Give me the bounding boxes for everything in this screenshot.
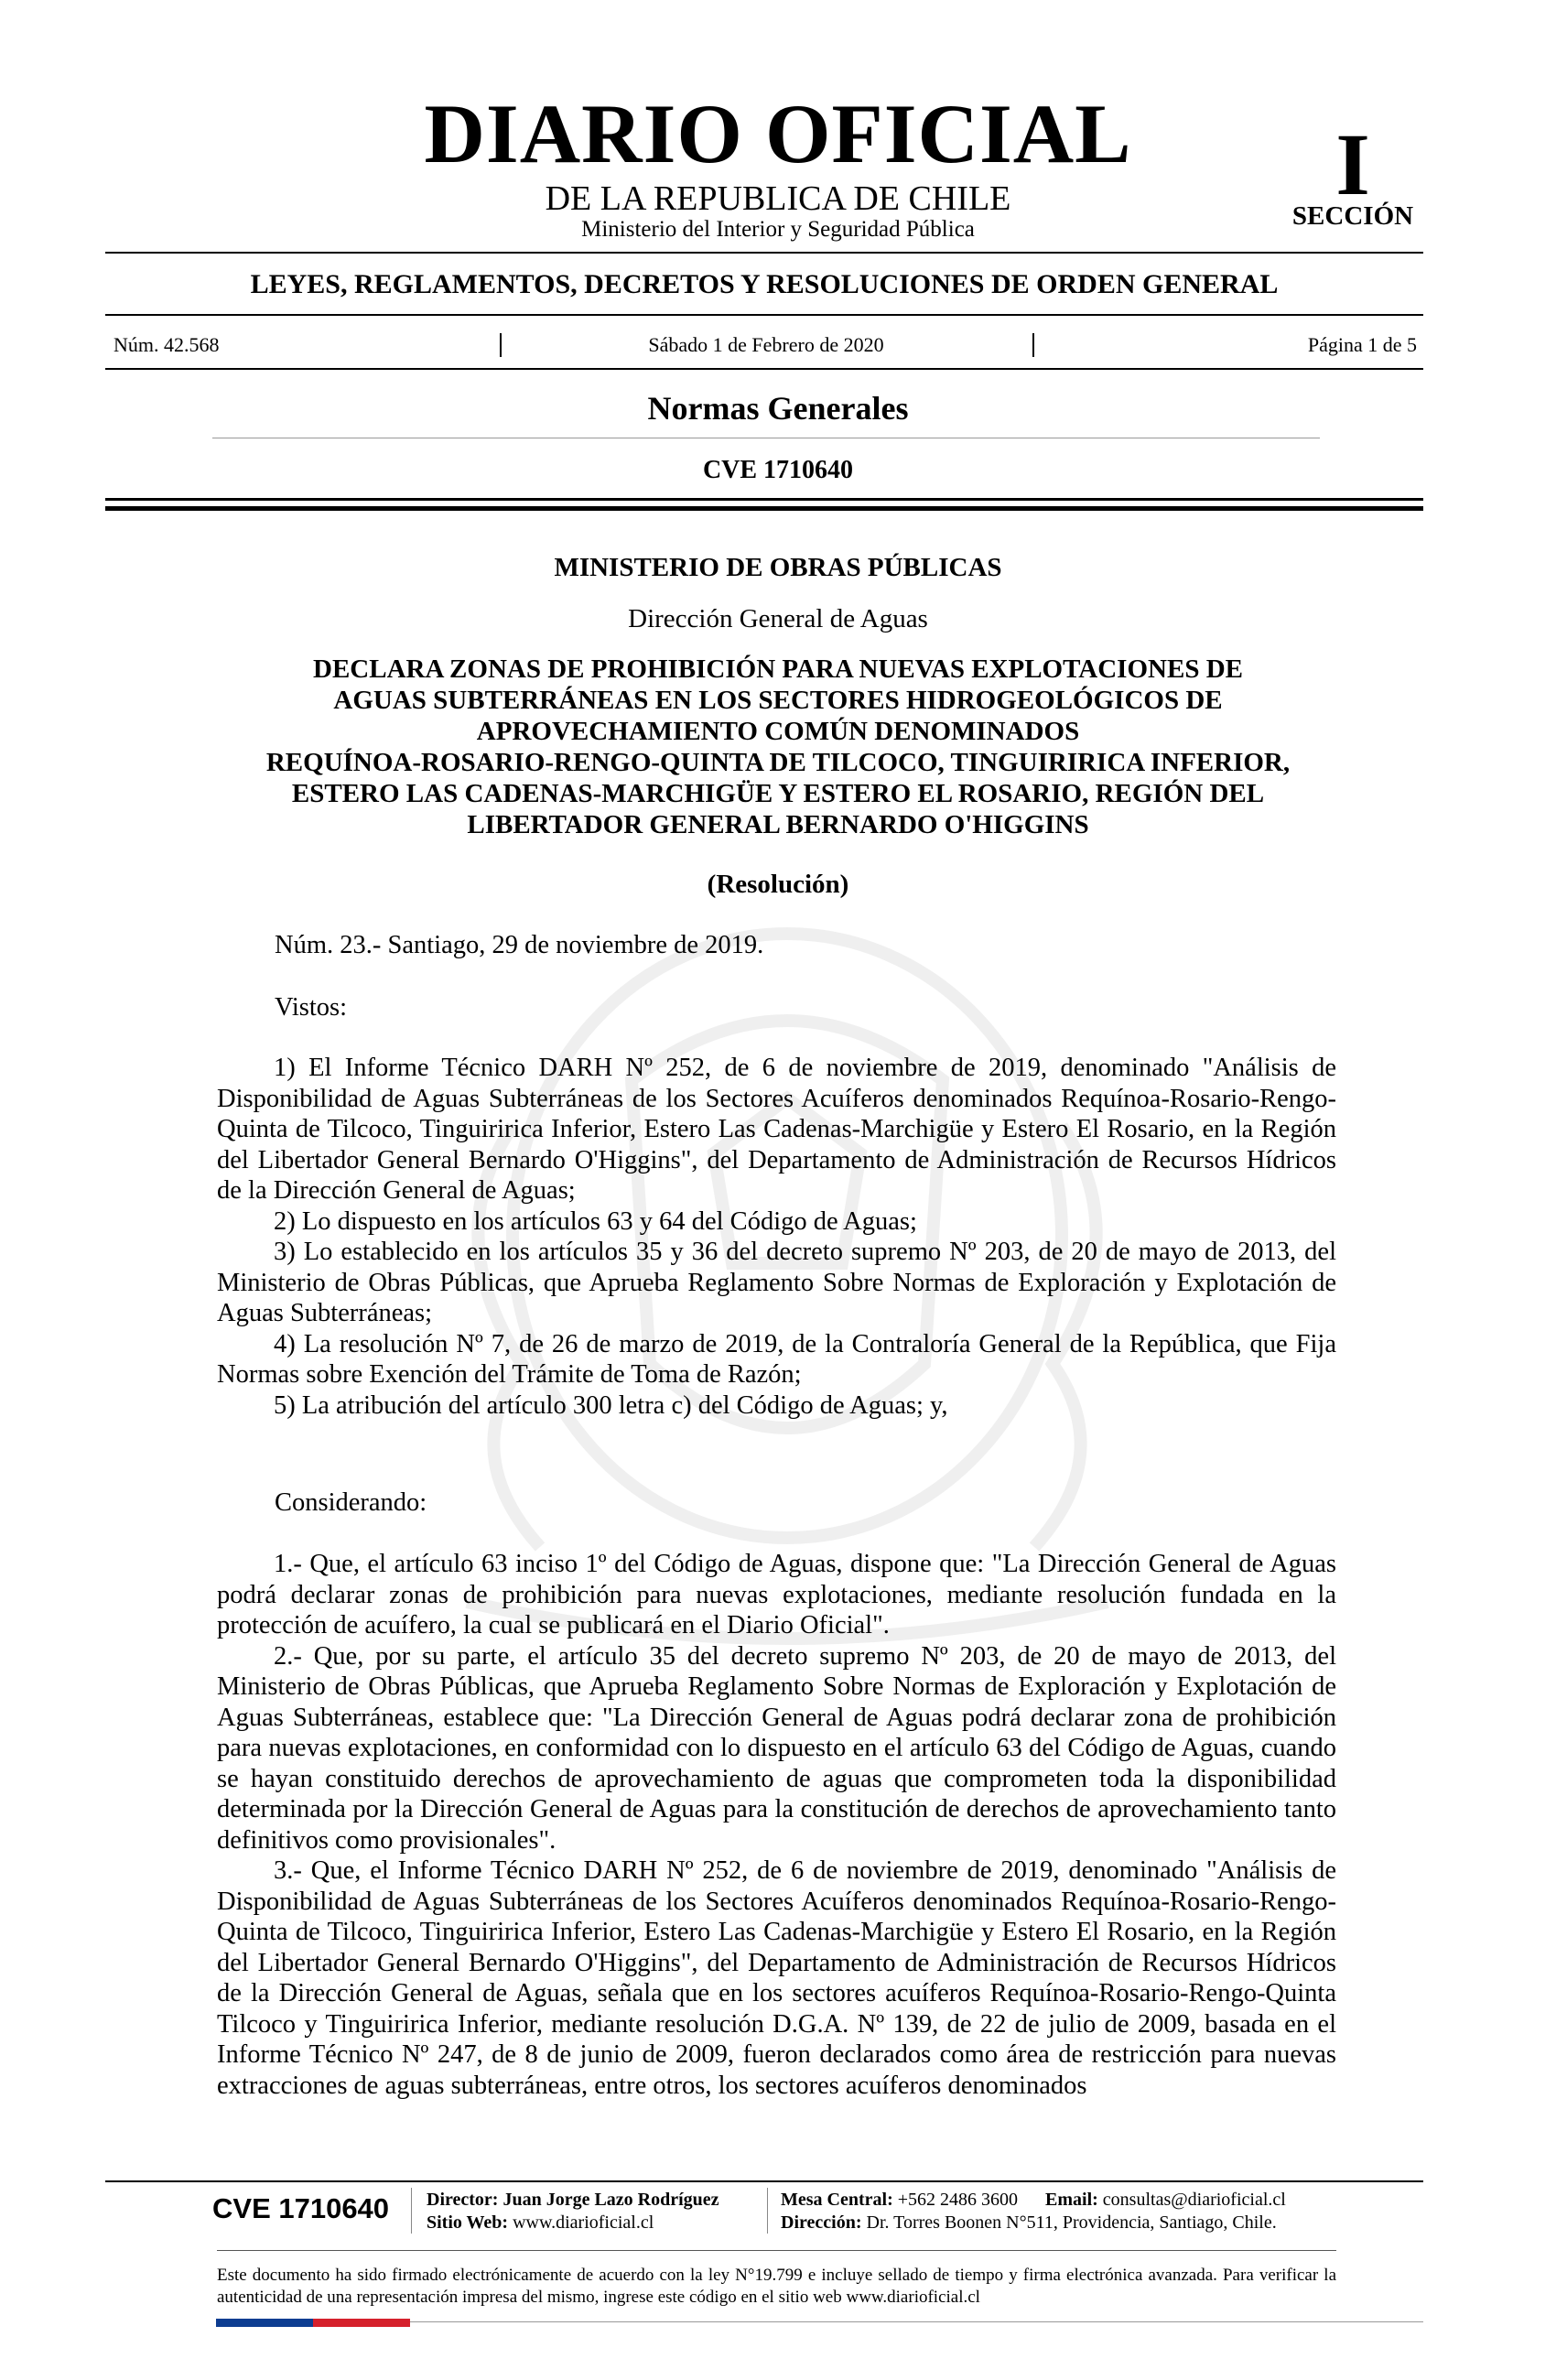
cve-divider-thin <box>105 498 1423 501</box>
email-link[interactable]: consultas@diarioficial.cl <box>1102 2190 1286 2210</box>
footer-director <box>427 2189 719 2212</box>
page-indicator: Página 1 de 5 <box>1307 333 1417 356</box>
newspaper-title: DIARIO OFICIAL <box>424 87 1132 180</box>
cve-code: CVE 1710640 <box>702 456 854 484</box>
footer-cve-code: CVE 1710640 <box>212 2192 390 2224</box>
email-label: Email: <box>1045 2190 1098 2210</box>
decree-title-line: LIBERTADOR GENERAL BERNARDO O'HIGGINS <box>467 810 1089 839</box>
footer-contact-block <box>781 2189 1286 2234</box>
newspaper-subtitle: DE LA REPUBLICA DE CHILE <box>545 179 1011 218</box>
footer-web <box>427 2212 719 2234</box>
flag-stripe-blue <box>216 2319 313 2327</box>
resolution-label: (Resolución) <box>707 870 849 899</box>
issue-number: Núm. 42.568 <box>113 333 220 356</box>
considerando-list <box>217 1549 1336 2101</box>
resolution-number-date: Núm. 23.- Santiago, 29 de noviembre de 2019. <box>275 931 764 959</box>
considerando-label: Considerando: <box>275 1488 427 1517</box>
address-label: Dirección: <box>781 2212 862 2233</box>
ministry-name: MINISTERIO DE OBRAS PÚBLICAS <box>554 553 1002 582</box>
vistos-label: Vistos: <box>275 993 348 1022</box>
vistos-item: 5) La atribución del artículo 300 letra c) del Código de Aguas; y, <box>274 1390 948 1420</box>
footer-separator <box>767 2188 768 2234</box>
footer-address <box>781 2212 1286 2234</box>
footer-divider-bottom <box>410 2321 1423 2322</box>
footer-divider-middle <box>217 2250 1336 2251</box>
considerando-item: 3.- Que, el Informe Técnico DARH Nº 252, de 6 de noviembre de 2019, denominado "Análisis de Disponibilidad de Aguas Subterráneas de los Sectores Acuíferos denominados Requínoa-Rosario-Rengo-Quinta de Tilcoco, Tinguiririca Inferior, Estero Las Cadenas-Marchigüe y Estero El Rosario, en la Región del Libertador General Bernardo O'Higgins", del Departamento de Administración de Recursos Hídricos de la Dirección General de Aguas, señala que en los sectores acuíferos Requínoa-Rosario-Rengo-Quinta Tilcoco y Tinguiririca Inferior, mediante resolución D.G.A. Nº 139, de 22 de julio de 2009, basada en el Informe Técnico Nº 247, de 8 de junio de 2009, fueron declarados como área de restricción para nuevas extracciones de aguas subterráneas, entre otros, los sectores acuíferos denominados <box>217 1856 1336 2100</box>
decree-title-line: ESTERO LAS CADENAS-MARCHIGÜE Y ESTERO EL ROSARIO, REGIÓN DEL <box>291 779 1265 808</box>
header-divider-middle <box>105 314 1423 316</box>
director-label: Director: <box>427 2190 499 2210</box>
web-label: Sitio Web: <box>427 2212 509 2233</box>
considerando-item: 1.- Que, el artículo 63 inciso 1º del Código de Aguas, dispone que: "La Dirección General de Aguas podrá declarar zonas de prohibición para nuevas explotaciones, mediante resolución fundada en la protección de acuífero, la cual se publicará en el Diario Oficial". <box>217 1550 1336 1639</box>
section-label: SECCIÓN <box>1291 201 1414 231</box>
signature-note: Este documento ha sido firmado electrónicamente de acuerdo con la ley N°19.799 e incluye sellado de tiempo y firma electrónica avanzada. Para verificar la autenticidad de una representación impresa del mismo, ingrese este código en el sitio web www.diarioficial.cl <box>217 2266 1336 2307</box>
phone-number: +562 2486 3600 <box>897 2190 1019 2210</box>
address-text: Dr. Torres Boonen N°511, Providencia, Santiago, Chile. <box>866 2212 1277 2233</box>
vistos-item: 2) Lo dispuesto en los artículos 63 y 64 del Código de Aguas; <box>274 1206 917 1236</box>
vistos-list <box>217 1053 1336 1421</box>
vistos-item: 3) Lo establecido en los artículos 35 y 36 del decreto supremo Nº 203, de 20 de mayo de 2013, del Ministerio de Obras Públicas, que Aprueba Reglamento Sobre Normas de Exploración y Explotación de Aguas Subterráneas; <box>217 1238 1336 1327</box>
footer-separator <box>411 2188 412 2234</box>
flag-stripe-red <box>313 2319 410 2327</box>
decree-title <box>211 654 1345 840</box>
footer-director-block <box>427 2189 719 2234</box>
decree-title-line: APROVECHAMIENTO COMÚN DENOMINADOS <box>476 717 1080 746</box>
footer-divider-top <box>105 2180 1423 2182</box>
header-divider-top <box>105 252 1423 254</box>
vistos-item: 4) La resolución Nº 7, de 26 de marzo de 2019, de la Contraloría General de la República, que Fija Normas sobre Exención del Trámite de Toma de Razón; <box>217 1329 1336 1389</box>
cve-divider-thick <box>105 506 1423 511</box>
considerando-item: 2.- Que, por su parte, el artículo 35 del decreto supremo Nº 203, de 20 de mayo de 2013, del Ministerio de Obras Públicas, que Aprueba Reglamento Sobre Normas de Exploración y Explotación de Aguas Subterráneas, establece que: "La Dirección General de Aguas podrá declarar zona de prohibición para nuevas explotaciones, en conformidad con lo dispuesto en el artículo 63 del Código de Aguas, cuando se hayan constituido derechos de aprovechamiento de aguas que comprometen toda la disponibilidad determinada por la Dirección General de Aguas para la constitución de derechos de aprovechamiento tanto definitivos como provisionales". <box>217 1641 1336 1855</box>
vistos-item: 1) El Informe Técnico DARH Nº 252, de 6 de noviembre de 2019, denominado "Análisis de Disponibilidad de Aguas Subterráneas de los Sectores Acuíferos denominados Requínoa-Rosario-Rengo-Quinta de Tilcoco, Tinguiririca Inferior, Estero Las Cadenas-Marchigüe y Estero El Rosario, en la Región del Libertador General Bernardo O'Higgins", del Departamento de Administración de Recursos Hídricos de la Dirección General de Aguas; <box>217 1054 1336 1205</box>
web-link[interactable]: www.diarioficial.cl <box>513 2212 654 2233</box>
direction-name: Dirección General de Aguas <box>628 604 928 633</box>
header-divider-bottom <box>105 368 1423 370</box>
footer-phone-email <box>781 2189 1286 2212</box>
issue-date: Sábado 1 de Febrero de 2020 <box>648 333 884 356</box>
decree-title-line: DECLARA ZONAS DE PROHIBICIÓN PARA NUEVAS EXPLOTACIONES DE <box>313 654 1243 684</box>
info-separator <box>1032 333 1034 357</box>
director-name: Juan Jorge Lazo Rodríguez <box>502 2190 719 2210</box>
decree-title-line: REQUÍNOA-ROSARIO-RENGO-QUINTA DE TILCOCO, TINGUIRIRICA INFERIOR, <box>265 748 1291 777</box>
category-heading: LEYES, REGLAMENTOS, DECRETOS Y RESOLUCIONES DE ORDEN GENERAL <box>250 269 1279 299</box>
newspaper-ministry: Ministerio del Interior y Seguridad Pública <box>581 217 975 242</box>
decree-title-line: AGUAS SUBTERRÁNEAS EN LOS SECTORES HIDROGEOLÓGICOS DE <box>333 686 1223 715</box>
section-heading: Normas Generales <box>647 390 909 427</box>
section-number: I <box>1335 115 1370 213</box>
phone-label: Mesa Central: <box>781 2190 893 2210</box>
